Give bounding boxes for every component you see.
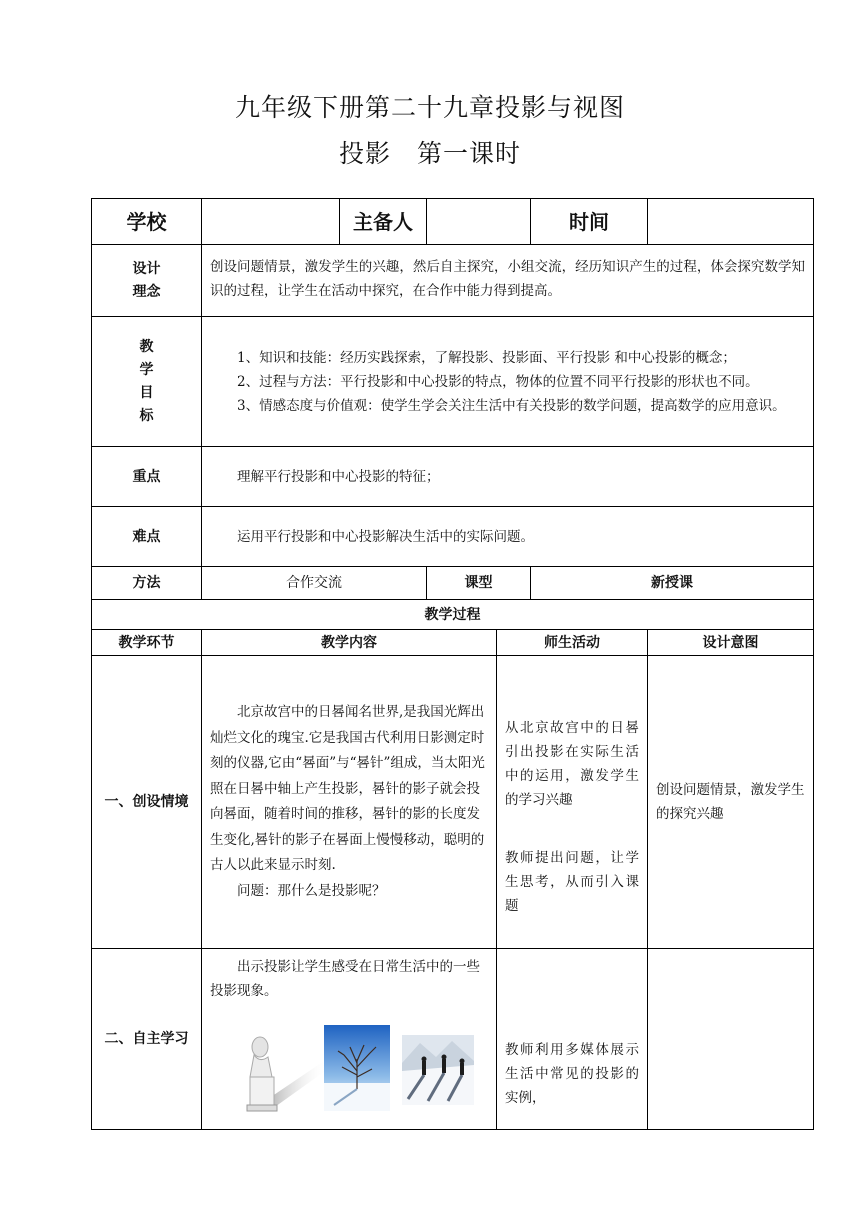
activity-paragraph: 教师利用多媒体展示生活中常见的投影的实例， [505,1042,639,1106]
col-header-content: 教学内容 [202,630,497,656]
method-label: 方法 [92,567,202,600]
snow-tree-image [324,1025,390,1111]
design-concept-label-line1: 设计 [132,260,161,277]
difficulty-label: 难点 [92,507,202,567]
document-subtitle: 投影 第一课时 [338,139,521,168]
objectives-label-char: 标 [139,407,154,424]
content-1 [202,656,497,949]
activity-2 [497,949,648,1130]
objectives-label-char: 目 [139,384,154,401]
school-value[interactable] [202,199,340,245]
difficulty-row [92,507,814,567]
difficulty-text [202,507,814,567]
key-point-row [92,447,814,507]
time-value[interactable] [648,199,814,245]
col-header-stage: 教学环节 [92,630,202,656]
projection-images [210,1025,488,1121]
key-point-text [202,447,814,507]
content-2 [202,949,497,1130]
activity-1 [497,656,648,949]
activity-paragraph: 教师提出问题，让学生思考，从而引入课题 [505,850,639,914]
objectives-row [92,317,814,447]
objectives-label-char: 学 [139,361,154,378]
type-label: 课型 [427,567,531,600]
activity-paragraph: 从北京故宫中的日晷引出投影在实际生活中的运用，激发学生的学习兴趣 [505,720,639,808]
statue-shadow-image [232,1033,328,1113]
content-paragraph: 北京故宫中的日晷闻名世界,是我国光辉出灿烂文化的瑰宝.它是我国古代利用日影测定时刻的仪器,它由“晷面”与“晷针”组成，当太阳光照在日晷中轴上产生投影，晷针的影子就会投向晷面，随着时间的推移，晷针的影的长度发生变化,晷针的影子在晷面上慢慢移动，聪明的古人以此来显示时刻. [210,704,485,873]
objective-item: 1、知识和技能：经历实践探索，了解投影、投影面、平行投影 和中心投影的概念； [237,349,736,366]
method-row [92,567,814,600]
content-paragraph: 出示投影让学生感受在日常生活中的一些投影现象。 [210,959,480,999]
objective-item: 3、情感态度与价值观：使学生学会关注生活中有关投影的数学问题，提高数学的应用意识。 [237,397,786,414]
key-point-label: 重点 [92,447,202,507]
stage-1: 一、创设情境 [92,656,202,949]
stage-2: 二、自主学习 [92,949,202,1130]
difficulty-content: 运用平行投影和中心投影解决生活中的实际问题。 [237,528,534,545]
preparer-label: 主备人 [340,199,427,245]
process-title: 教学过程 [92,600,814,630]
key-point-content: 理解平行投影和中心投影的特征； [237,468,440,485]
school-label: 学校 [92,199,202,245]
objectives-text [202,317,814,447]
design-concept-label [92,245,202,317]
intent-1: 创设问题情景，激发学生的探究兴趣 [648,656,814,949]
col-header-intent: 设计意图 [648,630,814,656]
header-row [92,199,814,245]
type-value: 新授课 [531,567,814,600]
col-header-activity: 师生活动 [497,630,648,656]
process-title-row [92,600,814,630]
objectives-label [92,317,202,447]
design-concept-text: 创设问题情景，激发学生的兴趣，然后自主探究，小组交流，经历知识产生的过程，体会探究数学知识的过程，让学生在活动中探究，在合作中能力得到提高。 [202,245,814,317]
lesson-plan-table [91,198,814,1130]
process-row-2 [92,949,814,1130]
document-title: 九年级下册第二十九章投影与视图 [234,93,625,122]
design-concept-label-line2: 理念 [132,283,161,300]
method-value: 合作交流 [202,567,427,600]
objectives-label-char: 教 [139,338,154,355]
content-paragraph: 问题：那什么是投影呢？ [237,882,386,899]
intent-2 [648,949,814,1130]
process-header-row [92,630,814,656]
skiers-shadow-image [402,1035,474,1105]
design-concept-row [92,245,814,317]
time-label: 时间 [531,199,648,245]
preparer-value[interactable] [427,199,531,245]
process-row-1 [92,656,814,949]
objective-item: 2、过程与方法：平行投影和中心投影的特点，物体的位置不同平行投影的形状也不同。 [237,373,759,390]
